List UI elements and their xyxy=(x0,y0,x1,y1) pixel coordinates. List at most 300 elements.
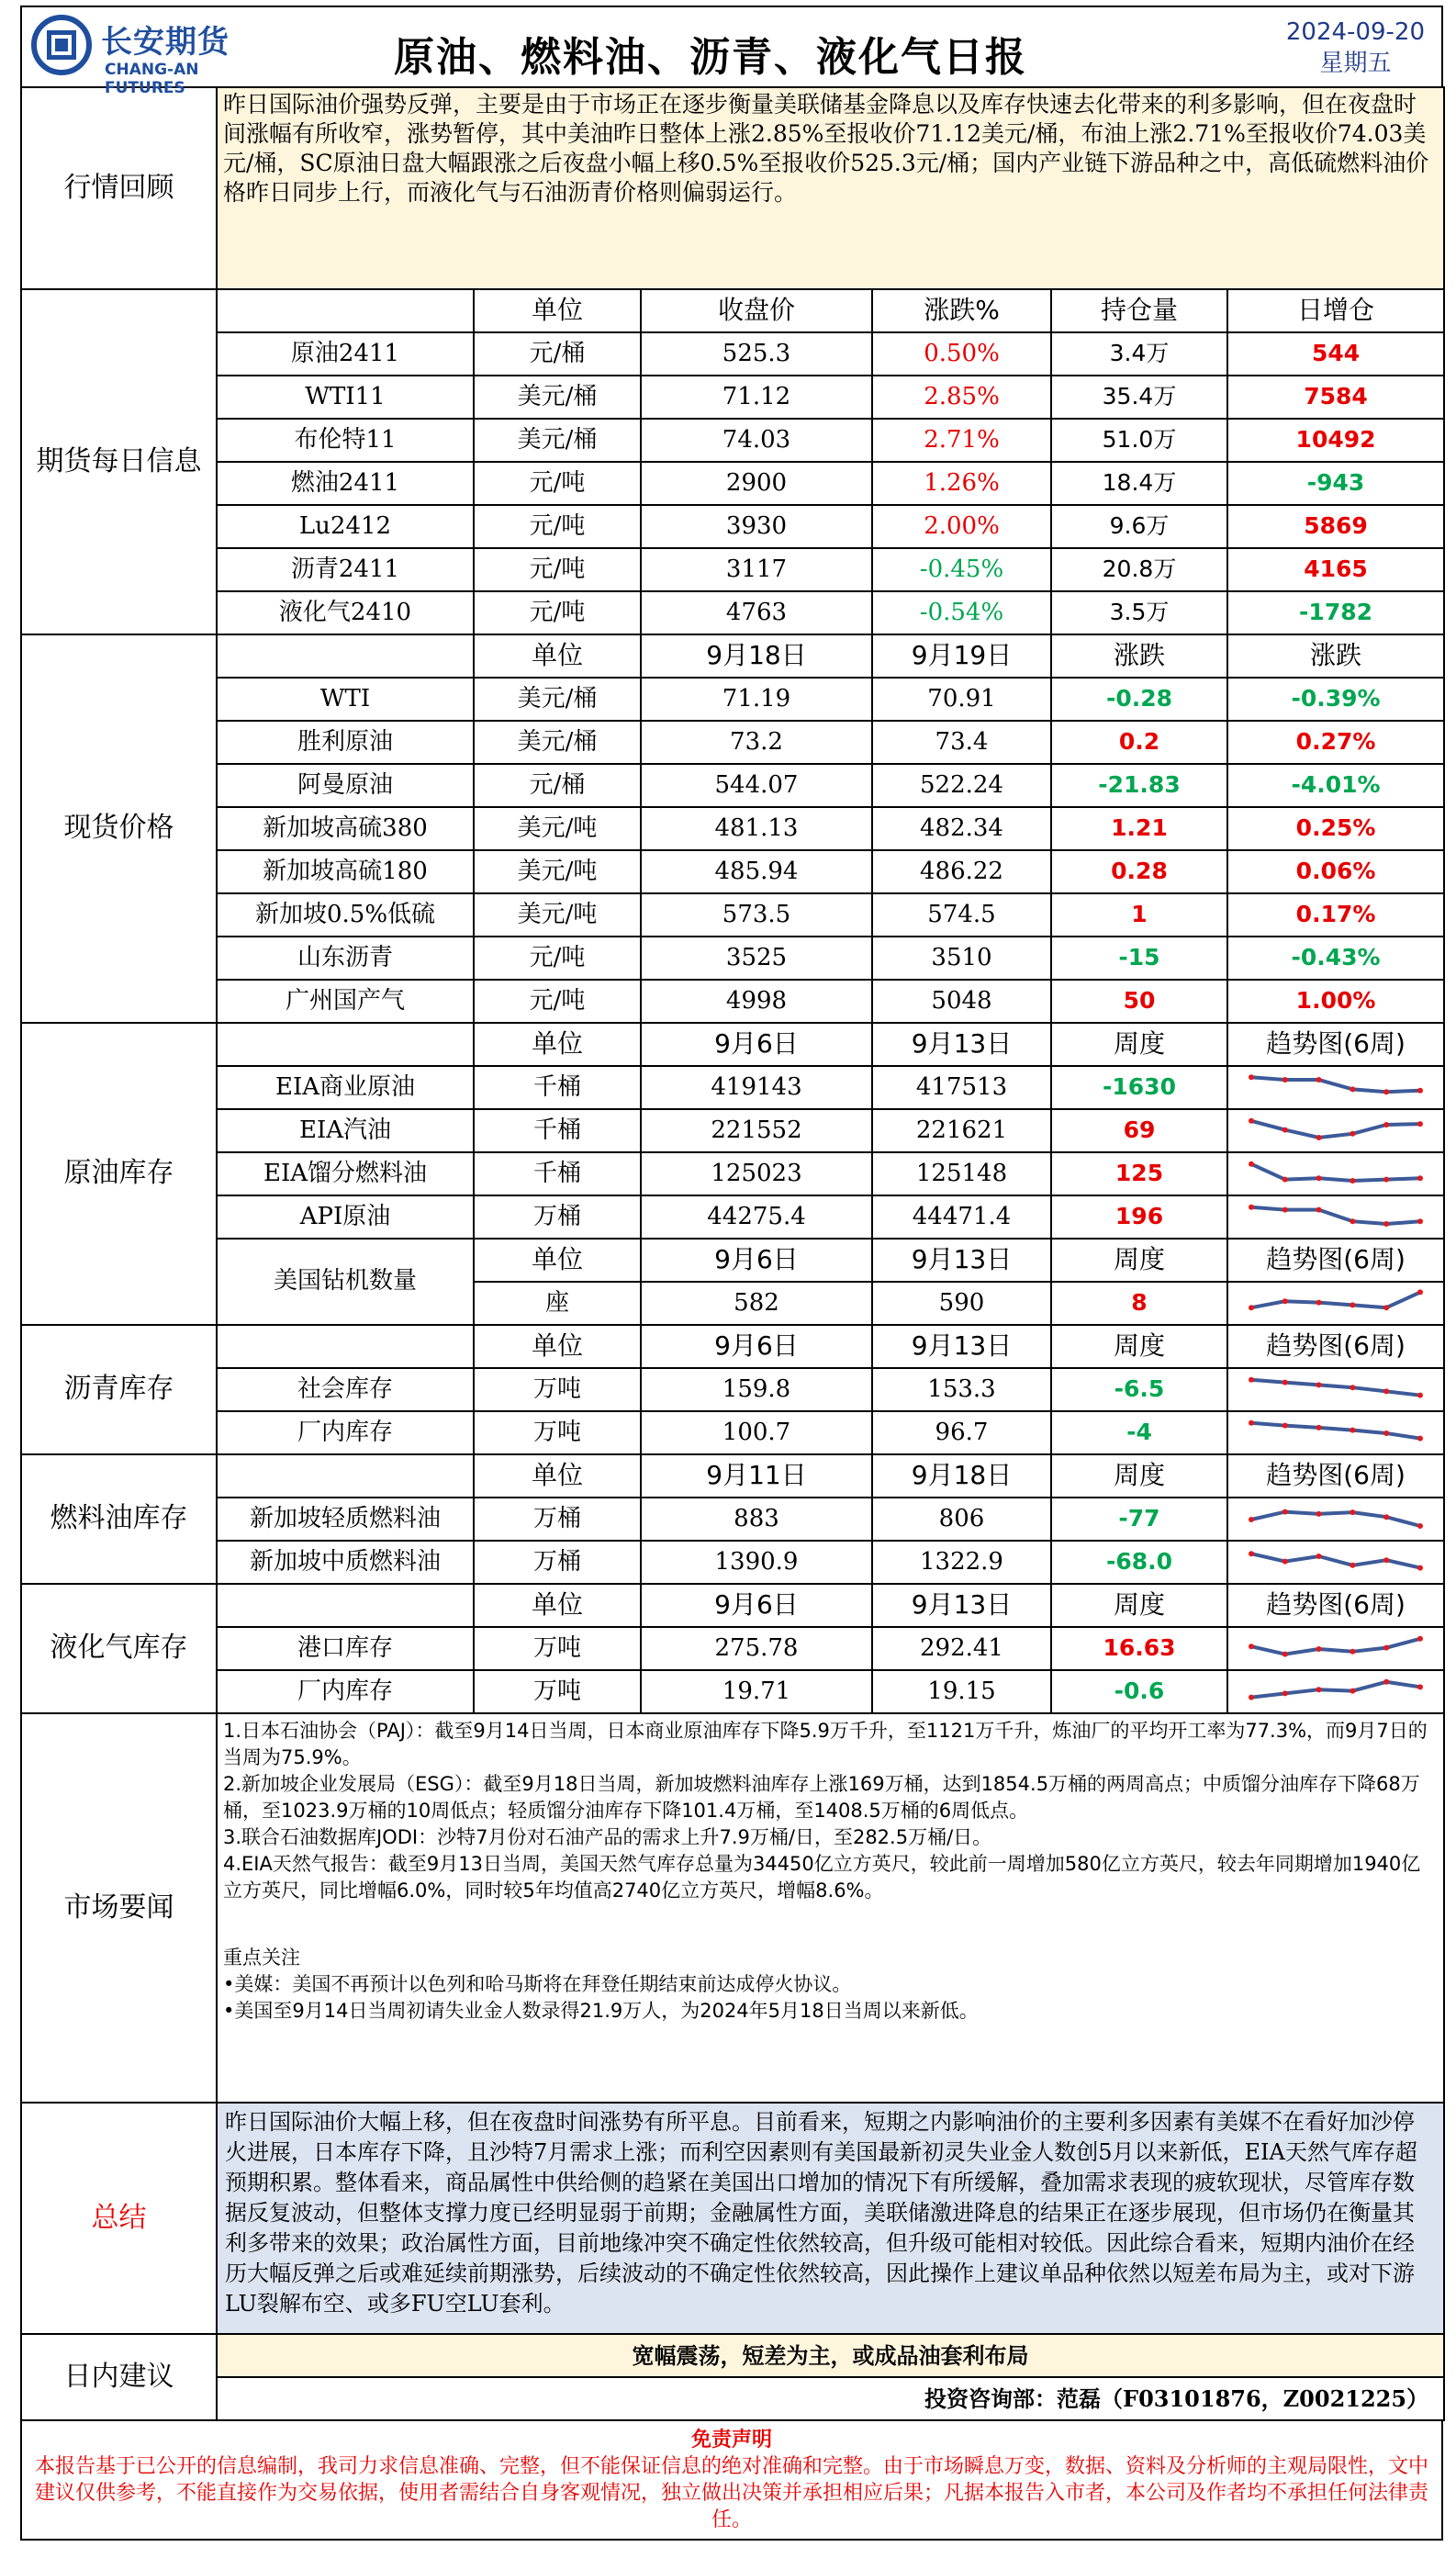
trend-point xyxy=(1249,1204,1254,1209)
trend-line xyxy=(1251,1511,1420,1525)
spot-price-day1: 573.5 xyxy=(641,893,872,937)
futures-change-pct: 0.50% xyxy=(872,332,1051,376)
column-header: 周度 xyxy=(1051,1325,1227,1368)
trend-point xyxy=(1249,1117,1254,1123)
inventory-week2: 806 xyxy=(872,1498,1051,1541)
section-label-summary: 总结 xyxy=(21,2103,217,2334)
trend-point xyxy=(1316,1554,1322,1559)
trend-point xyxy=(1383,1305,1389,1310)
futures-unit: 元/吨 xyxy=(474,591,641,634)
intraday-row-2 xyxy=(21,2377,1444,2420)
inventory-name: EIA馏分燃料油 xyxy=(217,1152,474,1195)
report-title: 原油、燃料油、沥青、液化气日报 xyxy=(394,34,1027,81)
trend-line xyxy=(1251,1292,1420,1307)
trend-point xyxy=(1350,1688,1355,1693)
news-content xyxy=(217,1713,1444,2103)
trend-point xyxy=(1350,1086,1355,1092)
spot-price-day2: 5048 xyxy=(872,980,1051,1023)
trend-sparkline xyxy=(1246,1546,1426,1579)
trend-point xyxy=(1383,1430,1389,1436)
trend-chart xyxy=(1227,1411,1444,1454)
futures-close: 74.03 xyxy=(641,419,872,462)
spot-price-day2: 574.5 xyxy=(872,893,1051,937)
trend-point xyxy=(1282,1176,1288,1182)
trend-sparkline xyxy=(1246,1374,1426,1407)
futures-row xyxy=(21,505,1444,548)
inventory-weekly-change: 196 xyxy=(1051,1195,1227,1239)
column-header: 9月13日 xyxy=(872,1325,1051,1368)
inventory-week1: 419143 xyxy=(641,1066,872,1109)
trend-point xyxy=(1350,1178,1355,1184)
section-label-asphalt-inventory: 沥青库存 xyxy=(21,1325,217,1454)
trend-line xyxy=(1251,1379,1420,1395)
column-header: 持仓量 xyxy=(1051,289,1227,332)
header-blank xyxy=(217,634,474,678)
trend-line xyxy=(1251,1077,1420,1092)
trend-point xyxy=(1417,1635,1423,1641)
column-header: 涨跌% xyxy=(872,289,1051,332)
logo-en-text: CHANG-AN FUTURES xyxy=(105,61,199,97)
trend-line xyxy=(1251,1163,1420,1180)
rig-week1: 582 xyxy=(641,1282,872,1325)
futures-open-interest: 3.4万 xyxy=(1051,332,1227,376)
fuel-oil-header-row xyxy=(21,1454,1444,1498)
rig-weekly-change: 8 xyxy=(1051,1282,1227,1325)
inventory-name: 新加坡中质燃料油 xyxy=(217,1541,474,1584)
inventory-weekly-change: -4 xyxy=(1051,1411,1227,1454)
column-header: 趋势图(6周) xyxy=(1227,1325,1444,1368)
inventory-name: 厂内库存 xyxy=(217,1411,474,1454)
futures-unit: 美元/桶 xyxy=(474,376,641,419)
intraday-row-1 xyxy=(21,2334,1444,2377)
trend-point xyxy=(1249,1161,1254,1166)
futures-unit: 元/吨 xyxy=(474,548,641,591)
trend-chart xyxy=(1227,1109,1444,1152)
header-blank xyxy=(217,1584,474,1627)
news-item: 4.EIA天然气报告：截至9月13日当周，美国天然气库存总量为34450亿立方英尺，较此前一周增加580亿立方英尺，较去年同期增加1940亿立方英尺，同比增幅6.0%，同时较5年均值高2740亿立方英尺，增幅8.6%。 xyxy=(223,1853,1421,1902)
trend-point xyxy=(1383,1678,1389,1684)
review-row xyxy=(21,87,1444,289)
crude-inventory-row xyxy=(21,1109,1444,1152)
trend-point xyxy=(1282,1509,1288,1514)
spot-row xyxy=(21,678,1444,721)
trend-chart xyxy=(1227,1282,1444,1325)
trend-point xyxy=(1282,1127,1288,1132)
trend-point xyxy=(1350,1509,1355,1515)
inventory-weekly-change: 125 xyxy=(1051,1152,1227,1195)
trend-point xyxy=(1249,1551,1254,1556)
trend-line xyxy=(1251,1120,1420,1137)
spot-name: 广州国产气 xyxy=(217,980,474,1023)
trend-point xyxy=(1282,1206,1288,1212)
spot-row xyxy=(21,721,1444,764)
inventory-weekly-change: -1630 xyxy=(1051,1066,1227,1109)
column-header: 趋势图(6周) xyxy=(1227,1454,1444,1498)
crude-header-row xyxy=(21,1023,1444,1066)
futures-open-interest: 51.0万 xyxy=(1051,419,1227,462)
inventory-name: 厂内库存 xyxy=(217,1670,474,1713)
inventory-week1: 275.78 xyxy=(641,1627,872,1670)
company-logo xyxy=(31,15,252,97)
spot-change-pct: 0.27% xyxy=(1227,721,1444,764)
news-row xyxy=(21,1713,1444,2103)
futures-close: 3117 xyxy=(641,548,872,591)
spot-price-day1: 3525 xyxy=(641,937,872,980)
rig-week2: 590 xyxy=(872,1282,1051,1325)
trend-line xyxy=(1251,1681,1420,1697)
trend-sparkline xyxy=(1246,1503,1426,1536)
spot-row xyxy=(21,937,1444,980)
logo-cn-text: 长安期货 xyxy=(101,24,230,61)
spot-price-day2: 482.34 xyxy=(872,807,1051,850)
trend-point xyxy=(1282,1298,1288,1304)
inventory-unit: 千桶 xyxy=(474,1066,641,1109)
spot-price-day1: 4998 xyxy=(641,980,872,1023)
trend-point xyxy=(1249,1305,1254,1310)
column-header: 单位 xyxy=(474,1023,641,1066)
crude-inventory-row xyxy=(21,1066,1444,1109)
spot-change: 0.28 xyxy=(1051,850,1227,893)
column-header: 9月19日 xyxy=(872,634,1051,678)
futures-name: 液化气2410 xyxy=(217,591,474,634)
futures-close: 71.12 xyxy=(641,376,872,419)
inventory-week2: 125148 xyxy=(872,1152,1051,1195)
futures-daily-oi-change: 7584 xyxy=(1227,376,1444,419)
header-blank xyxy=(217,289,474,332)
section-label-crude-inventory: 原油库存 xyxy=(21,1023,217,1325)
inventory-name: EIA汽油 xyxy=(217,1109,474,1152)
trend-point xyxy=(1282,1690,1288,1696)
futures-row xyxy=(21,591,1444,634)
spot-unit: 美元/吨 xyxy=(474,850,641,893)
spot-row xyxy=(21,807,1444,850)
inventory-week1: 1390.9 xyxy=(641,1541,872,1584)
column-header: 涨跌 xyxy=(1051,634,1227,678)
trend-point xyxy=(1350,1302,1355,1307)
column-header: 9月11日 xyxy=(641,1454,872,1498)
futures-name: 布伦特11 xyxy=(217,419,474,462)
column-header: 9月13日 xyxy=(872,1584,1051,1627)
futures-name: 原油2411 xyxy=(217,332,474,376)
futures-row xyxy=(21,548,1444,591)
fuel-oil-inventory-row xyxy=(21,1498,1444,1541)
trend-point xyxy=(1316,1646,1322,1652)
inventory-week2: 153.3 xyxy=(872,1368,1051,1411)
trend-point xyxy=(1417,1121,1423,1127)
news-spacer xyxy=(223,1904,1438,1945)
spot-unit: 美元/桶 xyxy=(474,721,641,764)
trend-point xyxy=(1316,1206,1322,1212)
column-header: 9月6日 xyxy=(641,1325,872,1368)
trend-point xyxy=(1383,1176,1389,1182)
fuel-oil-inventory-row xyxy=(21,1541,1444,1584)
news-item: 3.联合石油数据库JODI：沙特7月份对石油产品的需求上升7.9万桶/日，至282.5万桶/日。 xyxy=(223,1826,992,1848)
inventory-unit: 万吨 xyxy=(474,1670,641,1713)
section-label-intraday: 日内建议 xyxy=(21,2334,217,2420)
spot-price-day2: 73.4 xyxy=(872,721,1051,764)
trend-point xyxy=(1383,1122,1389,1128)
asphalt-inventory-row xyxy=(21,1411,1444,1454)
column-header: 单位 xyxy=(474,1454,641,1498)
logo-emblem-icon xyxy=(31,15,92,75)
trend-point xyxy=(1417,1392,1423,1397)
futures-daily-oi-change: 4165 xyxy=(1227,548,1444,591)
trend-point xyxy=(1417,1684,1423,1689)
column-header: 9月6日 xyxy=(641,1239,872,1282)
spot-unit: 美元/吨 xyxy=(474,807,641,850)
spot-row xyxy=(21,850,1444,893)
inventory-week1: 19.71 xyxy=(641,1670,872,1713)
trend-point xyxy=(1383,1644,1389,1650)
section-label-lpg-inventory: 液化气库存 xyxy=(21,1584,217,1713)
asphalt-header-row xyxy=(21,1325,1444,1368)
trend-point xyxy=(1417,1087,1423,1093)
column-header: 日增仓 xyxy=(1227,289,1444,332)
futures-row xyxy=(21,419,1444,462)
lpg-header-row xyxy=(21,1584,1444,1627)
futures-daily-oi-change: -1782 xyxy=(1227,591,1444,634)
trend-point xyxy=(1316,1510,1322,1516)
report-date xyxy=(1286,17,1425,79)
trend-point xyxy=(1316,1687,1322,1692)
futures-name: WTI11 xyxy=(217,376,474,419)
futures-unit: 元/吨 xyxy=(474,462,641,505)
futures-close: 4763 xyxy=(641,591,872,634)
futures-daily-oi-change: 10492 xyxy=(1227,419,1444,462)
header-blank xyxy=(217,1325,474,1368)
spot-price-day1: 73.2 xyxy=(641,721,872,764)
trend-point xyxy=(1249,1419,1254,1425)
spot-unit: 美元/桶 xyxy=(474,678,641,721)
column-header: 单位 xyxy=(474,1325,641,1368)
lpg-inventory-row xyxy=(21,1670,1444,1713)
futures-change-pct: -0.54% xyxy=(872,591,1051,634)
inventory-unit: 万吨 xyxy=(474,1627,641,1670)
column-header: 9月6日 xyxy=(641,1584,872,1627)
spot-price-day2: 486.22 xyxy=(872,850,1051,893)
trend-point xyxy=(1316,1424,1322,1430)
inventory-week1: 125023 xyxy=(641,1152,872,1195)
inventory-week2: 417513 xyxy=(872,1066,1051,1109)
trend-sparkline xyxy=(1246,1417,1426,1450)
spot-name: 新加坡0.5%低硫 xyxy=(217,893,474,937)
inventory-week2: 292.41 xyxy=(872,1627,1051,1670)
column-header: 周度 xyxy=(1051,1454,1227,1498)
trend-chart xyxy=(1227,1368,1444,1411)
spot-change: 0.2 xyxy=(1051,721,1227,764)
spot-price-day1: 485.94 xyxy=(641,850,872,893)
futures-open-interest: 20.8万 xyxy=(1051,548,1227,591)
trend-point xyxy=(1316,1382,1322,1387)
disclaimer-text: 本报告基于已公开的信息编制，我司力求信息准确、完整，但不能保证信息的绝对准确和完整。由于市场瞬息万变，数据、资料及分析师的主观局限性，文中建议仅供参考，不能直接作为交易依据，使用者需结合自身客观情况，独立做出决策并承担相应后果；凡据本报告入市者，本公司及作者均不承担任何法律责任。 xyxy=(34,2455,1428,2531)
spot-name: 胜利原油 xyxy=(217,721,474,764)
inventory-unit: 万桶 xyxy=(474,1541,641,1584)
trend-point xyxy=(1383,1557,1389,1563)
futures-unit: 美元/桶 xyxy=(474,419,641,462)
asphalt-inventory-row xyxy=(21,1368,1444,1411)
inventory-week2: 96.7 xyxy=(872,1411,1051,1454)
report-header xyxy=(20,6,1443,97)
futures-header-row xyxy=(21,289,1444,332)
futures-daily-oi-change: -943 xyxy=(1227,462,1444,505)
header-blank xyxy=(217,1023,474,1066)
focus-item: •美媒：美国不再预计以色列和哈马斯将在拜登任期结束前达成停火协议。 xyxy=(223,1973,852,1995)
spot-change: -0.28 xyxy=(1051,678,1227,721)
futures-daily-oi-change: 5869 xyxy=(1227,505,1444,548)
rig-count-name: 美国钻机数量 xyxy=(217,1239,474,1325)
analyst-info: 投资咨询部：范磊（F03101876，Z0021225） xyxy=(217,2377,1444,2420)
spot-name: 新加坡高硫380 xyxy=(217,807,474,850)
column-header: 单位 xyxy=(474,1584,641,1627)
spot-change-pct: 1.00% xyxy=(1227,980,1444,1023)
rig-unit: 座 xyxy=(474,1282,641,1325)
inventory-weekly-change: 16.63 xyxy=(1051,1627,1227,1670)
trend-point xyxy=(1249,1694,1254,1700)
inventory-weekly-change: -6.5 xyxy=(1051,1368,1227,1411)
trend-point xyxy=(1417,1435,1423,1441)
crude-inventory-row xyxy=(21,1152,1444,1195)
disclaimer-title: 免责声明 xyxy=(690,2428,772,2451)
trend-point xyxy=(1316,1175,1322,1181)
inventory-week2: 44471.4 xyxy=(872,1195,1051,1239)
inventory-week2: 221621 xyxy=(872,1109,1051,1152)
futures-name: 燃油2411 xyxy=(217,462,474,505)
inventory-weekly-change: -68.0 xyxy=(1051,1541,1227,1584)
inventory-week1: 100.7 xyxy=(641,1411,872,1454)
report-sheet xyxy=(20,6,1443,2541)
trend-point xyxy=(1417,1523,1423,1529)
inventory-unit: 万桶 xyxy=(474,1498,641,1541)
spot-unit: 元/吨 xyxy=(474,937,641,980)
column-header: 收盘价 xyxy=(641,289,872,332)
rig-header-row xyxy=(21,1239,1444,1282)
spot-change: -21.83 xyxy=(1051,764,1227,807)
inventory-weekly-change: -77 xyxy=(1051,1498,1227,1541)
inventory-unit: 万桶 xyxy=(474,1195,641,1239)
trend-chart xyxy=(1227,1627,1444,1670)
inventory-weekly-change: 69 xyxy=(1051,1109,1227,1152)
trend-point xyxy=(1249,1376,1254,1382)
spot-price-day2: 522.24 xyxy=(872,764,1051,807)
trend-point xyxy=(1249,1074,1254,1080)
spot-row xyxy=(21,980,1444,1023)
column-header: 涨跌 xyxy=(1227,634,1444,678)
crude-inventory-row xyxy=(21,1195,1444,1239)
trend-point xyxy=(1316,1135,1322,1140)
spot-price-day2: 3510 xyxy=(872,937,1051,980)
trend-point xyxy=(1316,1077,1322,1083)
inventory-name: 社会库存 xyxy=(217,1368,474,1411)
trend-line xyxy=(1251,1554,1420,1567)
column-header: 周度 xyxy=(1051,1584,1227,1627)
futures-name: Lu2412 xyxy=(217,505,474,548)
spot-name: 新加坡高硫180 xyxy=(217,850,474,893)
summary-row xyxy=(21,2103,1444,2334)
futures-open-interest: 3.5万 xyxy=(1051,591,1227,634)
news-item: 1.日本石油协会（PAJ）：截至9月14日当周，日本商业原油库存下降5.9万千升，至1121万千升，炼油厂的平均开工率为77.3%，而9月7日的当周为75.9%。 xyxy=(223,1720,1428,1768)
futures-change-pct: 1.26% xyxy=(872,462,1051,505)
section-label-futures: 期货每日信息 xyxy=(21,289,217,634)
trend-chart xyxy=(1227,1541,1444,1584)
spot-name: WTI xyxy=(217,678,474,721)
spot-name: 阿曼原油 xyxy=(217,764,474,807)
date-text: 2024-09-20 xyxy=(1285,18,1425,46)
spot-header-row xyxy=(21,634,1444,678)
trend-point xyxy=(1350,1427,1355,1432)
review-text: 昨日国际油价强势反弹，主要是由于市场正在逐步衡量美联储基金降息以及库存快速去化带来的利多影响，但在夜盘时间涨幅有所收窄，涨势暂停，其中美油昨日整体上涨2.85%至报收价71.12美元/桶，布油上涨2.71%至报收价74.03美元/桶，SC原油日盘大幅跟涨之后夜盘小幅上移0.5%至报收价525.3元/桶；国内产业链下游品种之中，高低硫燃料油价格昨日同步上行，而液化气与石油沥青价格则偏弱运行。 xyxy=(217,87,1444,289)
spot-change-pct: -4.01% xyxy=(1227,764,1444,807)
trend-point xyxy=(1417,1218,1423,1224)
spot-name: 山东沥青 xyxy=(217,937,474,980)
futures-open-interest: 9.6万 xyxy=(1051,505,1227,548)
inventory-unit: 万吨 xyxy=(474,1368,641,1411)
inventory-name: 港口库存 xyxy=(217,1627,474,1670)
column-header: 趋势图(6周) xyxy=(1227,1023,1444,1066)
trend-point xyxy=(1249,1644,1254,1649)
inventory-week1: 221552 xyxy=(641,1109,872,1152)
column-header: 周度 xyxy=(1051,1023,1227,1066)
futures-change-pct: 2.00% xyxy=(872,505,1051,548)
spot-change: 1 xyxy=(1051,893,1227,937)
inventory-week1: 883 xyxy=(641,1498,872,1541)
spot-price-day1: 481.13 xyxy=(641,807,872,850)
futures-open-interest: 35.4万 xyxy=(1051,376,1227,419)
inventory-unit: 千桶 xyxy=(474,1109,641,1152)
trend-line xyxy=(1251,1206,1420,1223)
futures-change-pct: 2.71% xyxy=(872,419,1051,462)
inventory-week1: 159.8 xyxy=(641,1368,872,1411)
futures-change-pct: -0.45% xyxy=(872,548,1051,591)
inventory-week2: 19.15 xyxy=(872,1670,1051,1713)
intraday-advice: 宽幅震荡，短差为主，或成品油套利布局 xyxy=(217,2334,1444,2377)
spot-change-pct: 0.06% xyxy=(1227,850,1444,893)
trend-point xyxy=(1316,1299,1322,1305)
news-item: 2.新加坡企业发展局（ESG）：截至9月18日当周，新加坡燃料油库存上涨169万桶，达到1854.5万桶的两周高点；中质馏分油库存下降68万桶，至1023.9万桶的10周低点；轻质馏分油库存下降101.4万桶，至1408.5万桶的6周低点。 xyxy=(223,1773,1420,1822)
column-header: 周度 xyxy=(1051,1239,1227,1282)
inventory-name: API原油 xyxy=(217,1195,474,1239)
section-label-fuel-oil-inventory: 燃料油库存 xyxy=(21,1454,217,1584)
column-header: 9月6日 xyxy=(641,1023,872,1066)
column-header: 单位 xyxy=(474,289,641,332)
spot-price-day2: 70.91 xyxy=(872,678,1051,721)
futures-change-pct: 2.85% xyxy=(872,376,1051,419)
focus-item: •美国至9月14日当周初请失业金人数录得21.9万人，为2024年5月18日当周以来新低。 xyxy=(223,2000,979,2022)
futures-row xyxy=(21,332,1444,376)
spot-price-day1: 544.07 xyxy=(641,764,872,807)
trend-point xyxy=(1282,1651,1288,1656)
futures-close: 3930 xyxy=(641,505,872,548)
trend-point xyxy=(1350,1648,1355,1654)
spot-row xyxy=(21,893,1444,937)
column-header: 趋势图(6周) xyxy=(1227,1239,1444,1282)
column-header: 9月18日 xyxy=(872,1454,1051,1498)
trend-point xyxy=(1383,1089,1389,1094)
trend-chart xyxy=(1227,1498,1444,1541)
focus-title: 重点关注 xyxy=(223,1947,300,1969)
futures-close: 2900 xyxy=(641,462,872,505)
column-header: 9月13日 xyxy=(872,1239,1051,1282)
spot-change-pct: 0.25% xyxy=(1227,807,1444,850)
trend-point xyxy=(1282,1077,1288,1083)
futures-open-interest: 18.4万 xyxy=(1051,462,1227,505)
trend-point xyxy=(1282,1422,1288,1428)
trend-point xyxy=(1383,1221,1389,1227)
trend-sparkline xyxy=(1246,1115,1426,1148)
trend-point xyxy=(1417,1565,1423,1570)
trend-point xyxy=(1350,1218,1355,1224)
futures-row xyxy=(21,462,1444,505)
trend-sparkline xyxy=(1246,1158,1426,1191)
